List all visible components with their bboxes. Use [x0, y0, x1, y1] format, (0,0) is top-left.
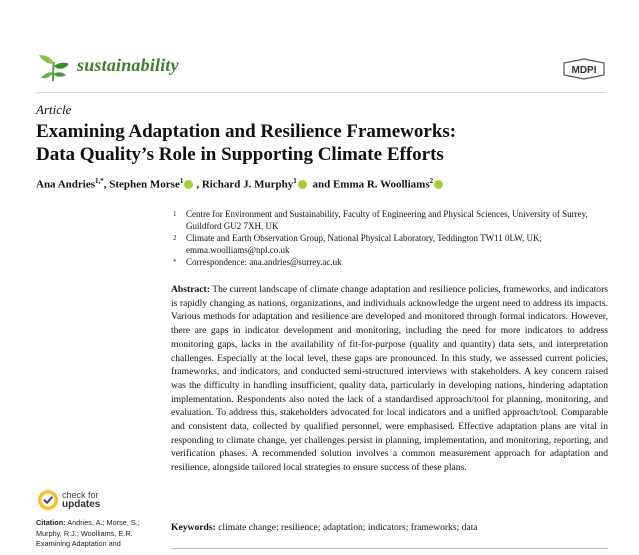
affiliation-mark: 1 — [173, 210, 177, 218]
citation-block — [36, 518, 154, 550]
author-name[interactable]: Ana Andries — [36, 178, 95, 191]
article-type: Article — [36, 102, 72, 117]
affiliation-mark: 2 — [173, 234, 177, 242]
title-line-2: Data Quality’s Role in Supporting Climate Efforts — [36, 144, 444, 165]
citation-line: Examining Adaptation and — [36, 539, 121, 548]
abstract-label: Abstract: — [171, 284, 210, 295]
affiliation-text[interactable]: Climate and Earth Observation Group, National Physical Laboratory, Teddington TW11 0LW, UK; emma.woolliams@npl.co.uk — [186, 233, 543, 255]
citation-line: Andries, A.; Morse, S.; — [67, 518, 140, 527]
citation-line: Murphy, R.J.; Woolliams, E.R. — [36, 528, 133, 538]
author-affil-mark: 1,* — [95, 177, 104, 185]
author-affil-mark: 1 — [179, 177, 184, 185]
citation-label: Citation: — [36, 518, 66, 527]
keywords-label: Keywords: — [171, 522, 216, 533]
abstract-text: The current landscape of climate change adaptation and resilience policies, frameworks, and indicators is rapidly changing as nations, organizations, and individuals acknowledge the urgent need to address its impacts. Various methods for adaptation and resilience are developed and monitored through formal indicators. However, there are gaps in indicator development and monitoring, including the need for more indicators to address monitoring gaps, lacks in the availability of fit-for-purpose (quality and quantity) data sets, and interpretation challenges. Especially at the local level, these gaps are pronounced. In this study, we assessed current policies, frameworks, and indicators, and conducted semi-structured interviews with stakeholders. A key concern raised was the difficulty in handling insufficient, quality data, particularly in developing nations, hindering adaptation implementation. Respondents also noted the lack of a standardised approach/tool for planning, monitoring, and evaluation. To address this, stakeholders advocated for local indicators and a unified approach/tool. Comparable and consistent data, collected by qualified personnel, were emphasised. Effective adaptation plans are vital in responding to climate change, yet challenges persist in planning, implementation, and monitoring, reporting, and verification phases. A recommended solution involves a common measurement approach for adaptation and resilience, alongside tailored local strategies to ensure success of these plans. — [171, 284, 608, 474]
keywords-text: climate change; resilience; adaptation; indicators; frameworks; data — [218, 522, 478, 533]
mdpi-logo-text: MDPI — [571, 65, 597, 76]
article-title — [36, 120, 596, 166]
keywords-divider — [171, 548, 608, 549]
orcid-icon[interactable] — [298, 180, 307, 189]
affiliation-mark: * — [173, 258, 177, 266]
title-line-1: Examining Adaptation and Resilience Frameworks: — [36, 121, 457, 142]
author-list: Ana Andries$^{1,*}$, Stephen Morse$^1$ , Richard J. Murphy$^1$ and Emma R. Woolliams$^2$ — [36, 177, 446, 191]
author-affil-mark: 2 — [429, 177, 434, 185]
updates-text: updates — [62, 499, 101, 510]
affiliation-item — [171, 256, 611, 268]
author-name[interactable]: Emma R. Woolliams — [332, 178, 430, 191]
affiliations — [171, 208, 611, 268]
header-divider — [36, 92, 606, 93]
journal-logo-icon — [36, 50, 70, 84]
orcid-icon[interactable] — [184, 180, 193, 189]
correspondence-text[interactable]: Correspondence: ana.andries@surrey.ac.uk — [186, 257, 342, 267]
keywords — [171, 521, 608, 534]
mdpi-logo[interactable] — [560, 58, 608, 80]
affiliation-item — [171, 208, 611, 232]
orcid-icon[interactable] — [434, 180, 443, 189]
affiliation-item — [171, 232, 611, 256]
abstract — [171, 283, 608, 475]
author-affil-mark: 1 — [293, 177, 297, 185]
author-name[interactable]: Stephen Morse — [109, 178, 180, 191]
journal-name[interactable]: sustainability — [77, 55, 179, 75]
author-name[interactable]: Richard J. Murphy — [201, 178, 294, 191]
check-for-text: check for — [62, 490, 99, 500]
check-for-updates-link[interactable] — [62, 491, 100, 509]
check-for-updates-icon[interactable] — [37, 489, 59, 511]
affiliation-text: Centre for Environment and Sustainability, Faculty of Engineering and Physical Sciences, University of Surrey, Guildford GU2 7XH, UK — [186, 209, 588, 231]
